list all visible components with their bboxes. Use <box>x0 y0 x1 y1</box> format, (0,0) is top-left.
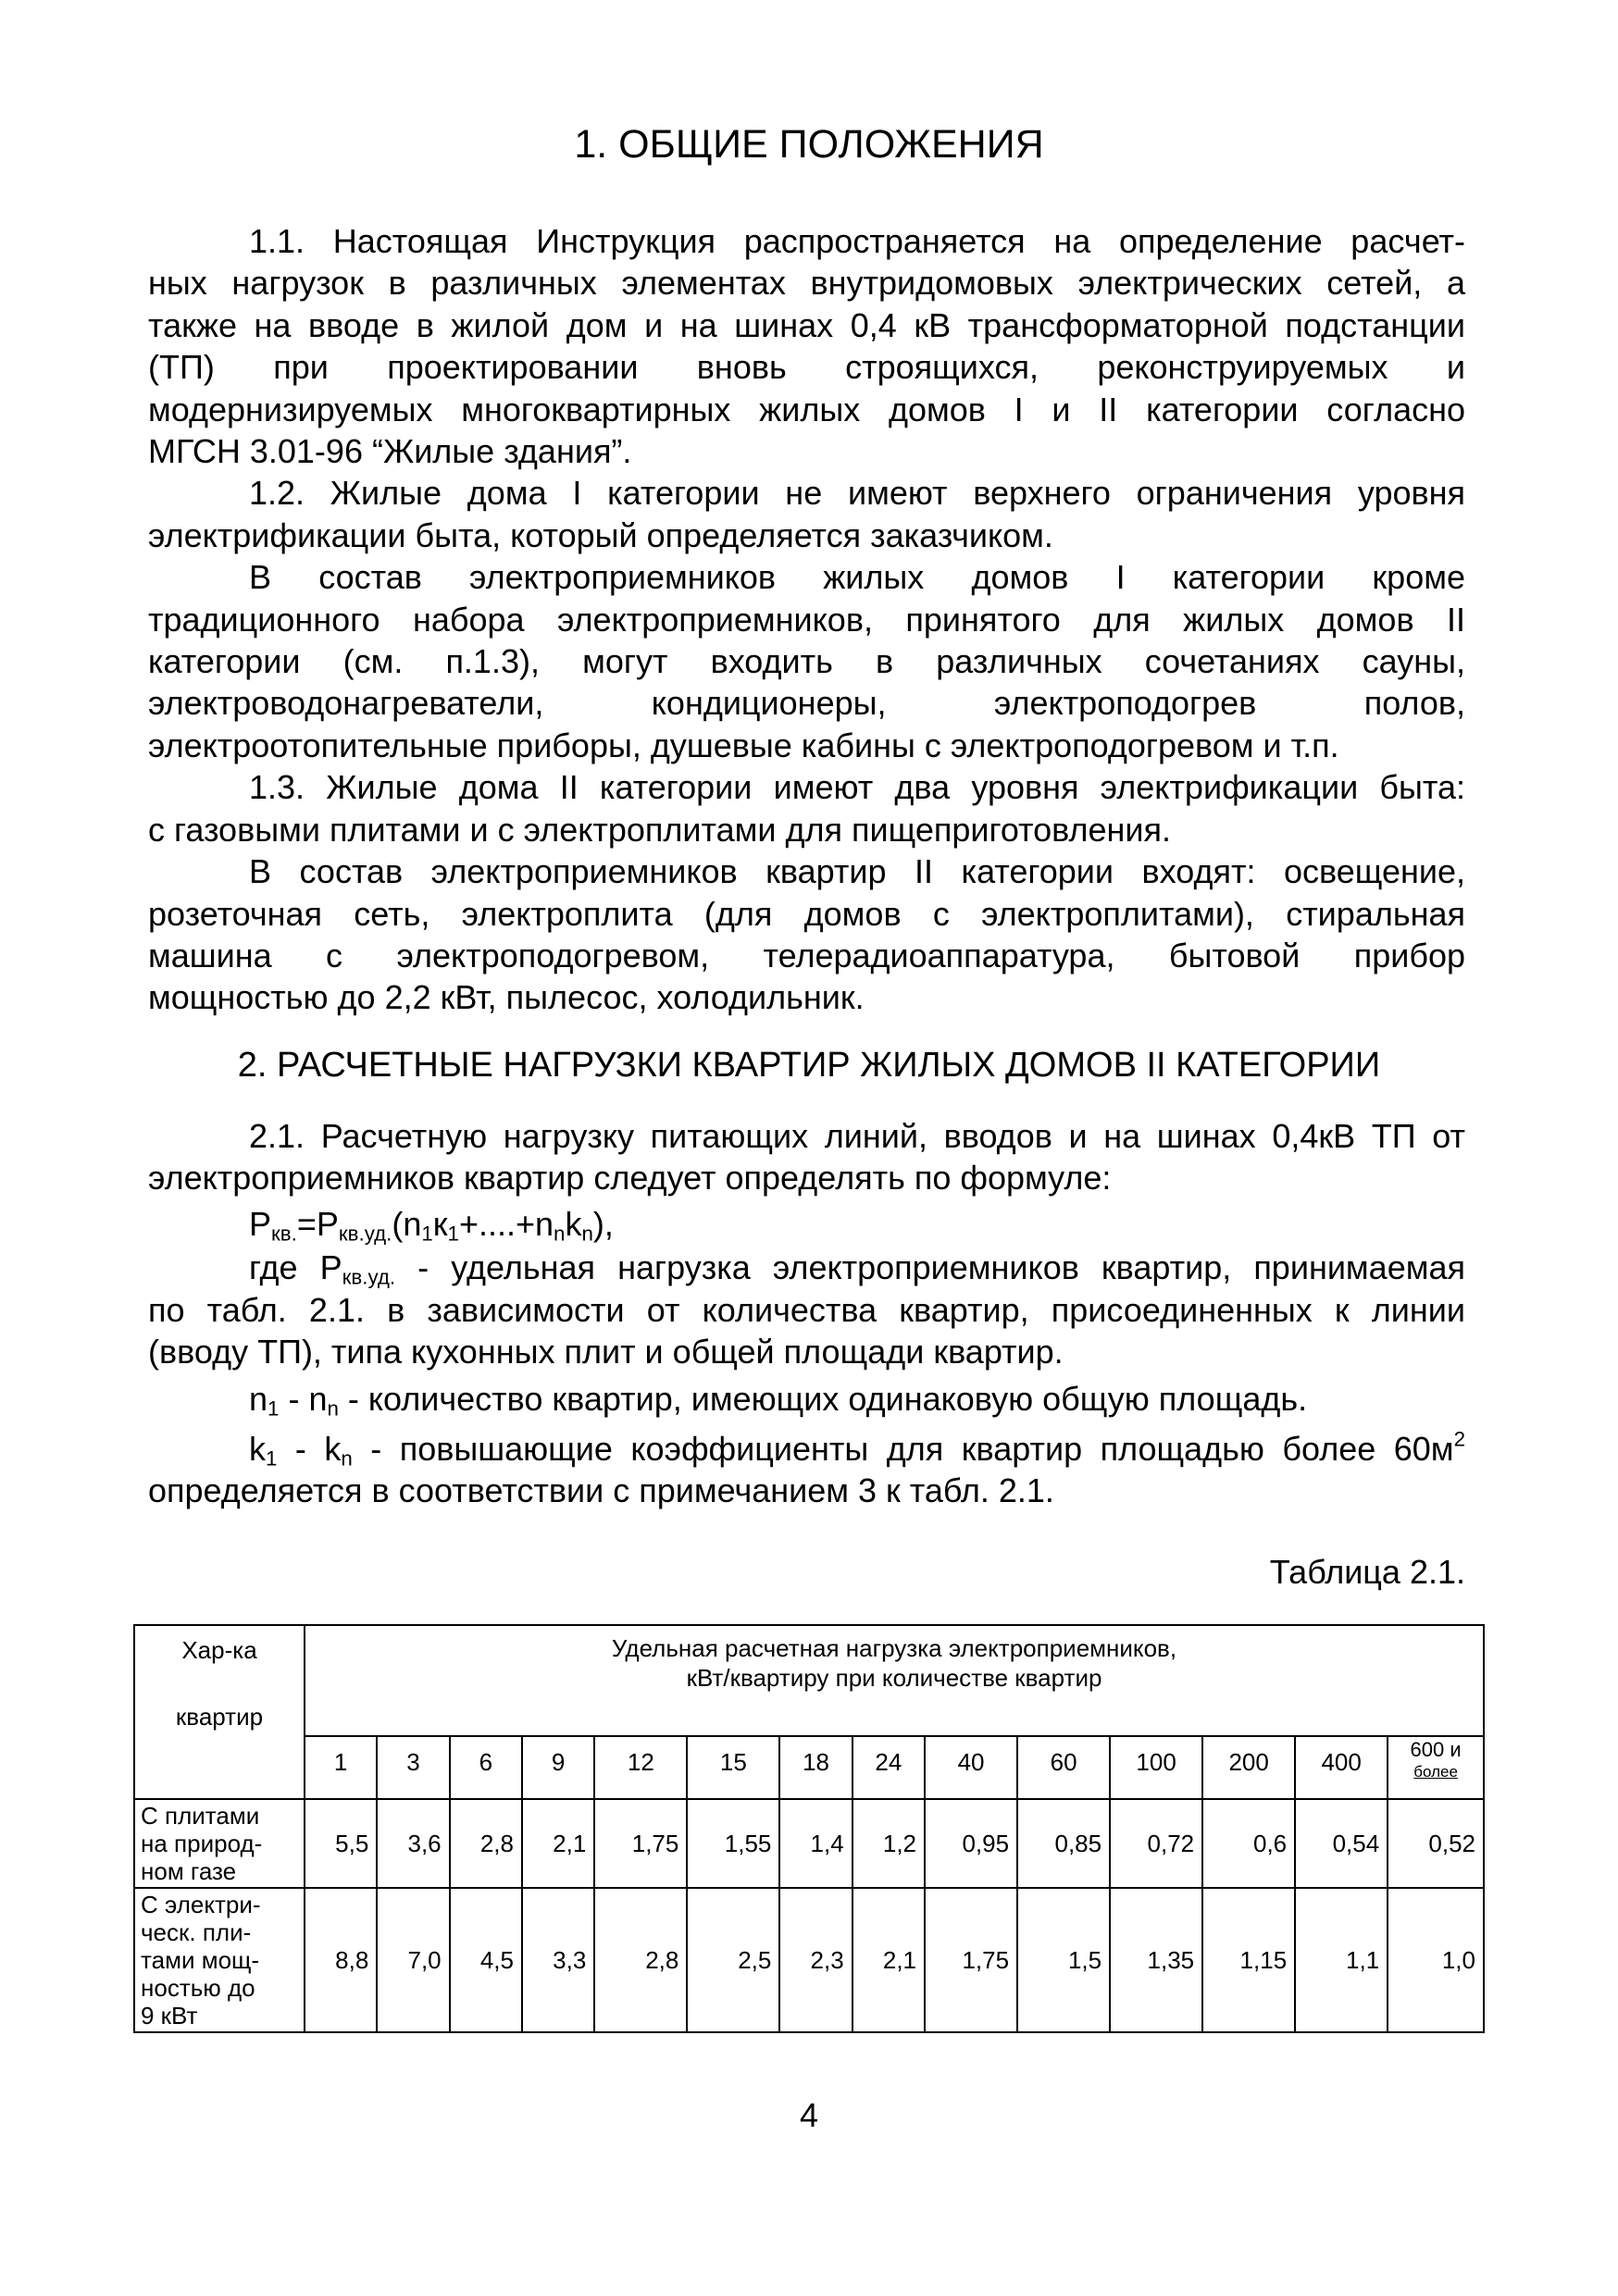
value-cell: 2,3 <box>779 1888 852 2032</box>
load-formula: $P_{кв.}=P_{кв.уд.}(n_1к_1+....+n_nk_n)$, <box>249 1204 614 1246</box>
value-cell: 0,95 <box>925 1799 1017 1888</box>
value-cell: 1,75 <box>925 1888 1017 2032</box>
value-cell: 1,35 <box>1110 1888 1202 2032</box>
section-2-body <box>148 1115 1465 1512</box>
value-cell: 5,5 <box>305 1799 377 1888</box>
row-label: С электри- ческ. пли- тами мощ- ностью до 9 кВт <box>134 1888 305 2032</box>
table-header-row <box>134 1625 1484 1736</box>
value-cell: 1,2 <box>853 1799 925 1888</box>
value-cell: 3,3 <box>522 1888 594 2032</box>
value-cell: 1,75 <box>594 1799 687 1888</box>
page-number: 4 <box>799 2096 819 2134</box>
count-header-cell: 600 и более <box>1388 1736 1484 1799</box>
value-cell: 2,1 <box>853 1888 925 2032</box>
count-header-cell: 6 <box>450 1736 522 1799</box>
corner-header: Хар-ка квартир <box>134 1625 305 1799</box>
value-cell: 2,8 <box>594 1888 687 2032</box>
value-cell: 0,72 <box>1110 1799 1202 1888</box>
count-header-row <box>134 1736 1484 1799</box>
value-cell: 3,6 <box>377 1799 449 1888</box>
count-header-cell: 15 <box>687 1736 779 1799</box>
main-header: Удельная расчетная нагрузка электроприемников, кВт/квартиру при количестве квартир <box>305 1625 1484 1736</box>
count-header-cell: 400 <box>1295 1736 1388 1799</box>
load-table <box>133 1624 1485 2033</box>
section-1-title: 1. ОБЩИЕ ПОЛОЖЕНИЯ <box>574 122 1044 167</box>
value-cell: 0,6 <box>1202 1799 1295 1888</box>
value-cell: 2,5 <box>687 1888 779 2032</box>
value-cell: 1,15 <box>1202 1888 1295 2032</box>
n-definition: $n_1 - n_n$ - количество квартир, имеющих одинаковую общую площадь. <box>249 1380 1308 1421</box>
count-header-cell: 1 <box>305 1736 377 1799</box>
section-2-title: 2. РАСЧЕТНЫЕ НАГРУЗКИ КВАРТИР ЖИЛЫХ ДОМОВ II КАТЕГОРИИ <box>237 1046 1381 1085</box>
formula-explanation: где $P_{кв.уд.}$ - удельная нагрузка электроприемников квартир, принимаемая по табл. 2.1. в зависимости от количества квартир, присоединенных к линии (вводу ТП), типа кухонных плит и общей площади квартир. <box>148 1248 1465 1371</box>
paragraph-1-1: 1.1. Настоящая Инструкция распространяется на определение расчет- ных нагрузок в различных элементах внутридомовых электрических сетей, а также на вводе в жилой дом и на шинах 0,4 кВ трансформаторной подстанции (ТП) при проектировании вновь строящихся, реконструируемых и модернизируемых многоквартирных жилых домов I и II категории согласно МГСН 3.01-96 “Жилые здания”. <box>148 222 1465 471</box>
count-header-cell: 200 <box>1202 1736 1295 1799</box>
value-cell: 1,55 <box>687 1799 779 1888</box>
count-header-cell: 24 <box>853 1736 925 1799</box>
paragraph-2-1: 2.1. Расчетную нагрузку питающих линий, вводов и на шинах 0,4кВ ТП от электроприемников квартир следует определять по формуле: <box>148 1117 1465 1198</box>
value-cell: 2,1 <box>522 1799 594 1888</box>
paragraph-1-2: 1.2. Жилые дома I категории не имеют верхнего ограничения уровня электрификации быта, который определяется заказчиком. <box>148 474 1465 554</box>
section-1-body <box>148 220 1465 1019</box>
value-cell: 0,54 <box>1295 1799 1388 1888</box>
count-header-cell: 18 <box>779 1736 852 1799</box>
count-header-cell: 40 <box>925 1736 1017 1799</box>
k-definition: $k_1 - k_n$ - повышающие коэффициенты для квартир площадью более $60м^2$ определяется в соответствии с примечанием 3 к табл. 2.1. <box>148 1427 1465 1510</box>
value-cell: 7,0 <box>377 1888 449 2032</box>
paragraph-1-3-list: В состав электроприемников квартир II категории входят: освещение, розеточная сеть, электроплита (для домов с электроплитами), стиральная машина с электроподогревом, телерадиоаппаратура, бытовой прибор мощностью до 2,2 кВт, пылесос, холодильник. <box>148 852 1465 1017</box>
value-cell: 8,8 <box>305 1888 377 2032</box>
count-header-cell: 12 <box>594 1736 687 1799</box>
count-header-cell: 3 <box>377 1736 449 1799</box>
table-row <box>134 1888 1484 2032</box>
value-cell: 1,5 <box>1017 1888 1110 2032</box>
value-cell: 4,5 <box>450 1888 522 2032</box>
value-cell: 1,1 <box>1295 1888 1388 2032</box>
value-cell: 1,4 <box>779 1799 852 1888</box>
value-cell: 1,0 <box>1388 1888 1484 2032</box>
table-caption: Таблица 2.1. <box>1269 1553 1465 1591</box>
value-cell: 0,52 <box>1388 1799 1484 1888</box>
count-header-cell: 100 <box>1110 1736 1202 1799</box>
value-cell: 2,8 <box>450 1799 522 1888</box>
paragraph-1-2-list: В состав электроприемников жилых домов I категории кроме традиционного набора электроприемников, принятого для жилых домов II категории (см. п.1.3), могут входить в различных сочетаниях сауны, электроводонагреватели, кондиционеры, электроподогрев полов, электроотопительные приборы, душевые кабины с электроподогревом и т.п. <box>148 558 1465 764</box>
table-row <box>134 1799 1484 1888</box>
count-header-cell: 60 <box>1017 1736 1110 1799</box>
paragraph-1-3: 1.3. Жилые дома II категории имеют два уровня электрификации быта: с газовыми плитами и с электроплитами для пищеприготовления. <box>148 768 1465 849</box>
table-body <box>134 1799 1484 2032</box>
count-header-cell: 9 <box>522 1736 594 1799</box>
value-cell: 0,85 <box>1017 1799 1110 1888</box>
row-label: С плитами на природ- ном газе <box>134 1799 305 1888</box>
